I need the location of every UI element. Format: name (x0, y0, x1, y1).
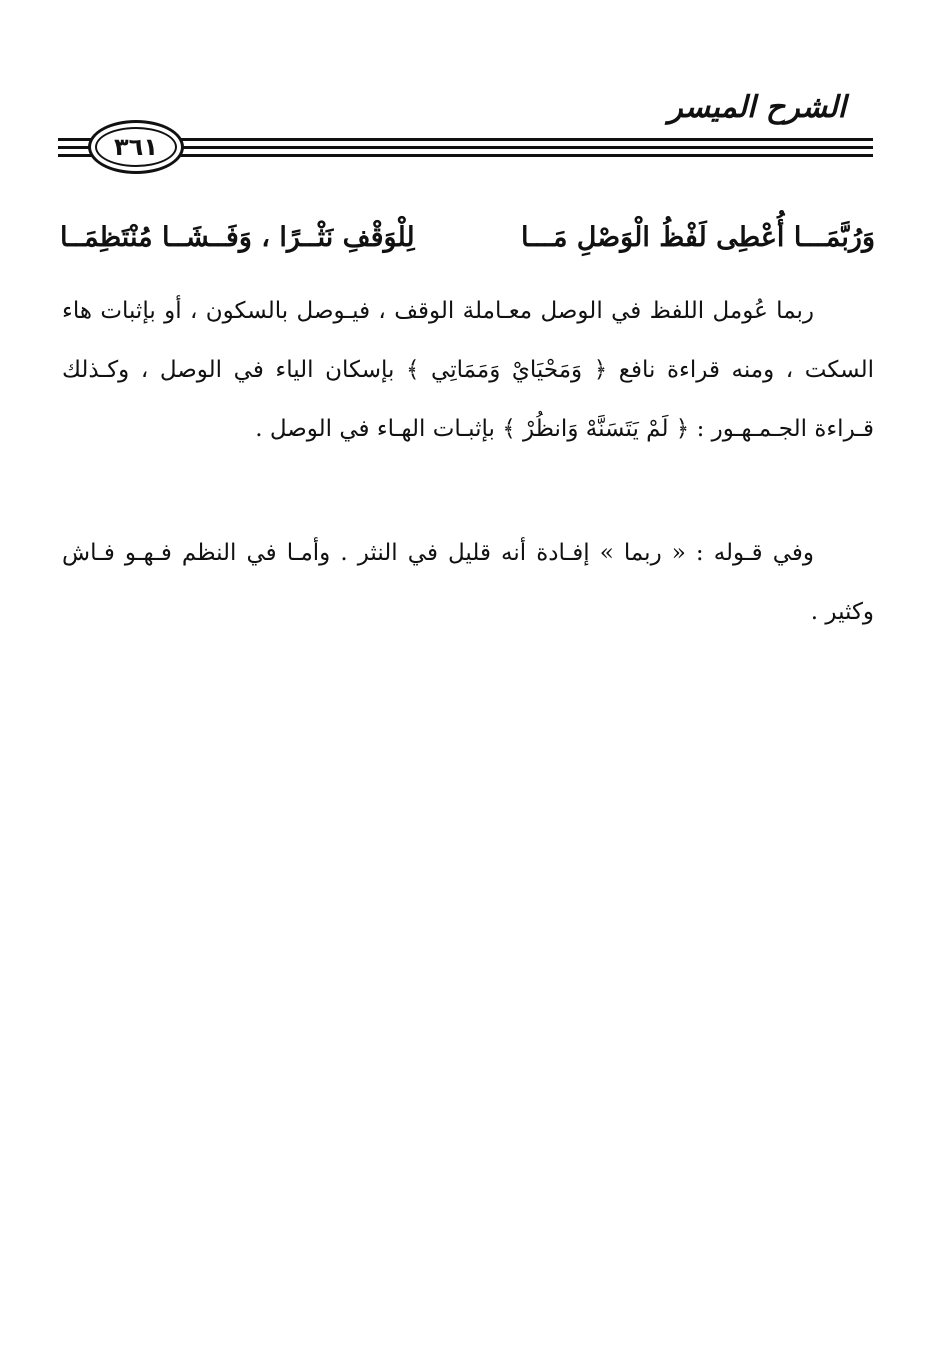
commentary-paragraph (62, 282, 874, 459)
poem-verse (60, 208, 875, 268)
commentary-paragraph (62, 524, 874, 642)
page-number: ٣٦١ (114, 133, 158, 161)
paragraph-text: وفي قـوله : « ربما » إفـادة أنه قليل في النثر . وأمـا في النظم فـهـو فـاش وكثير . (62, 540, 874, 625)
verse-first-hemistich: وَرُبَّمَـــا أُعْطِى لَفْظُ الْوَصْلِ مَـــا (520, 222, 875, 253)
page-number-badge (88, 120, 184, 174)
paragraph-text: ربما عُومل اللفظ في الوصل معـاملة الوقف ، فيـوصل بالسكون ، أو بإثبات هاء السكت ، ومنه قراءة نافع ﴿ وَمَحْيَايْ وَمَمَاتِي ﴾ بإسكان الياء في الوصل ، وكـذلك قـراءة الجـمـهـور : ﴿ لَمْ يَتَسَنَّهْ وَانظُرْ ﴾ بإثبـات الهـاء في الوصل . (62, 298, 874, 442)
running-header-title: الشرح الميسر (668, 90, 846, 125)
verse-second-hemistich: لِلْوَقْفِ نَثْــرًا ، وَفَــشَــا مُنْتَظِمَــا (60, 222, 415, 253)
